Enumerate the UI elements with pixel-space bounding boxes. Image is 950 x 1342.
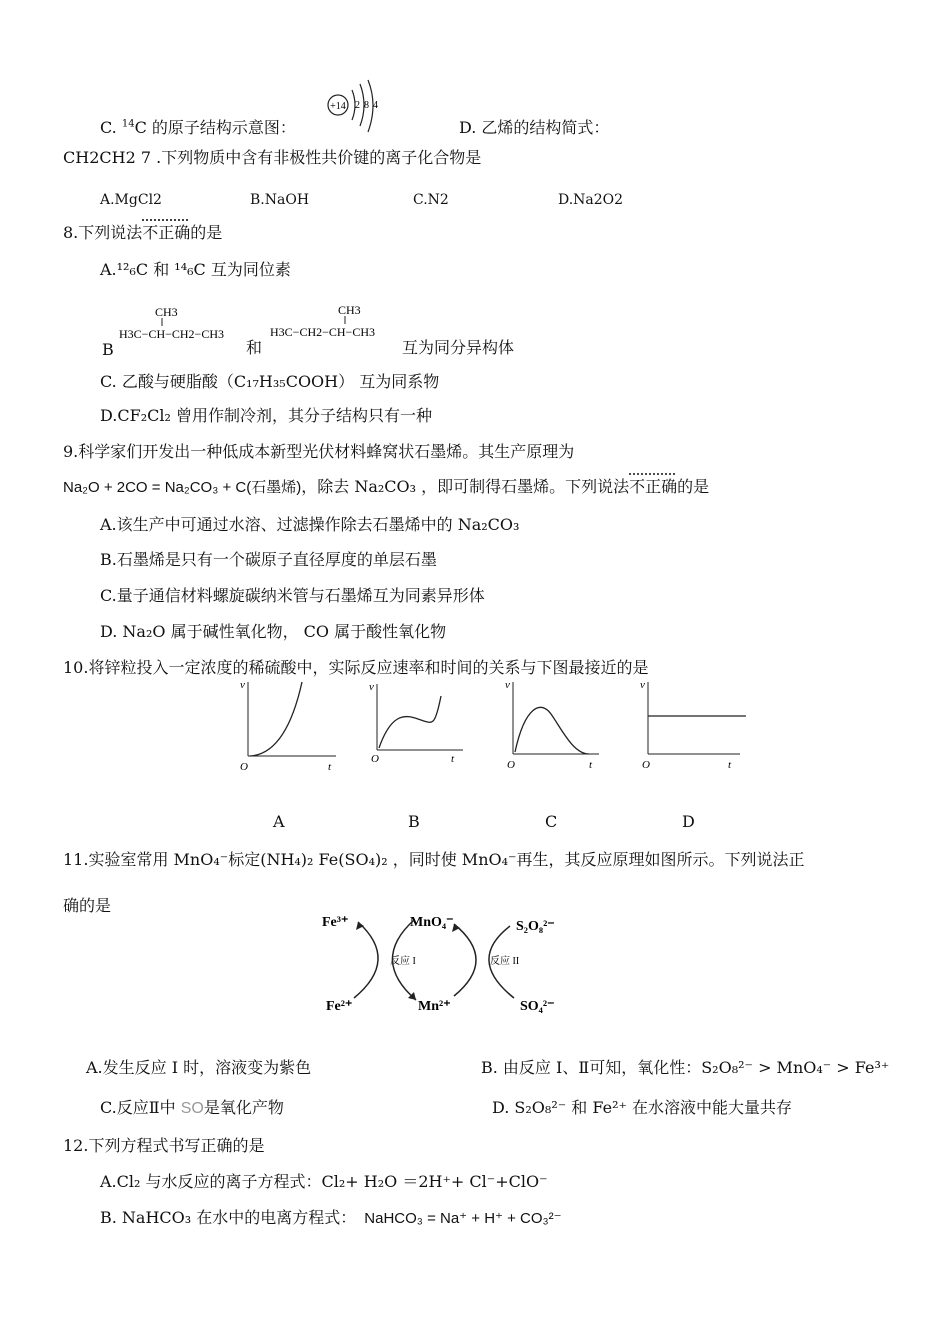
q10-label-c: C [545,812,558,831]
svg-text:O: O [371,753,379,765]
svg-text:Fe³⁺: Fe³⁺ [322,915,349,930]
svg-text:H3C−CH2−CH−CH3: H3C−CH2−CH−CH3 [270,325,375,339]
q9-equation: Na₂O + 2CO = Na₂CO₃ + C(石墨烯) [63,479,302,496]
q7-option-a: A.MgCl2 [100,192,162,208]
atom-structure-diagram [322,78,386,136]
q8-option-b-end: 互为同分异构体 [402,338,515,357]
q8-option-d: D.CF₂Cl₂ 曾用作制冷剂，其分子结构只有一种 [100,406,432,425]
q10-graph-c [501,676,605,772]
q12-option-b: B. NaHCO₃ 在水中的电离方程式： NaHCO₃ = Na⁺ + H⁺ + CO₃²⁻ [100,1208,562,1227]
svg-text:4: 4 [373,100,378,111]
q8-option-c: C. 乙酸与硬脂酸（C₁₇H₃₅COOH） 互为同系物 [100,372,440,391]
q9-option-b: B.石墨烯是只有一个碳原子直径厚度的单层石墨 [100,550,437,569]
svg-text:MnO₄⁻: MnO₄⁻ [410,915,454,930]
svg-text:CH3: CH3 [155,305,178,319]
q10-stem: 10.将锌粒投入一定浓度的稀硫酸中，实际反应速率和时间的关系与下图最接近的是 [63,658,649,677]
svg-text:t: t [328,761,332,772]
q6-option-d: D. 乙烯的结构简式： [459,118,610,137]
q8-stem: 8.下列说法不正确的是 [63,223,223,242]
q8-structure-1 [117,302,247,344]
svg-text:H3C−CH−CH2−CH3: H3C−CH−CH2−CH3 [119,327,224,341]
q11-stem-1: 11.实验室常用 MnO₄⁻标定(NH₄)₂ Fe(SO₄)₂ ，同时使 MnO₄⁻再生，其反应原理如图所示。下列说法正 [63,850,805,869]
q7-option-d: D.Na2O2 [558,192,624,208]
q11-reaction-diagram [318,906,568,1018]
q8-structure-2 [268,300,398,342]
q7-option-b: B.NaOH [250,192,310,208]
svg-text:v: v [240,679,245,691]
svg-text:SO₄²⁻: SO₄²⁻ [520,999,555,1014]
svg-text:+14: +14 [330,101,346,112]
q12-option-a: A.Cl₂ 与水反应的离子方程式：Cl₂+ H₂O ＝2H⁺+ Cl⁻+ClO⁻ [100,1172,548,1191]
svg-text:v: v [369,681,374,693]
q8-option-a: A.¹²₆C 和 ¹⁴₆C 互为同位素 [100,260,291,279]
svg-text:8: 8 [364,100,369,111]
svg-text:S₂O₈²⁻: S₂O₈²⁻ [516,919,555,934]
q8-option-b-and: 和 [246,338,263,357]
q10-label-a: A [273,812,285,831]
svg-text:O: O [642,759,650,771]
q7-stem: CH2CH2 7 .下列物质中含有非极性共价键的离子化合物是 [63,148,482,167]
svg-text:CH3: CH3 [338,303,361,317]
q8-option-b-label: B [102,340,114,359]
svg-text:反应 II: 反应 II [490,956,520,967]
svg-text:O: O [240,761,248,772]
svg-text:t: t [451,753,455,765]
q9-option-c: C.量子通信材料螺旋碳纳米管与石墨烯互为同素异形体 [100,586,485,605]
q10-label-b: B [408,812,420,831]
svg-text:t: t [728,759,732,771]
q12-option-b-equation: NaHCO₃ = Na⁺ + H⁺ + CO₃²⁻ [364,1210,562,1227]
q9-option-d: D. Na₂O 属于碱性氧化物， CO 属于酸性氧化物 [100,622,447,641]
q10-graph-a [236,676,340,772]
q11-stem-2: 确的是 [63,896,112,915]
q10-label-d: D [682,812,695,831]
q10-graph-b [365,678,469,774]
q11-option-d: D. S₂O₈²⁻ 和 Fe²⁺ 在水溶液中能大量共存 [492,1098,793,1117]
q8-emphasis: 不正确 [142,223,191,242]
q9-stem-2: Na₂O + 2CO = Na₂CO₃ + C(石墨烯)，除去 Na₂CO₃ ，即可制得石墨烯。下列说法不正确的是 [63,477,710,496]
svg-text:反应 I: 反应 I [390,956,416,967]
svg-text:Mn²⁺: Mn²⁺ [418,999,451,1014]
svg-text:v: v [505,679,510,691]
svg-text:2: 2 [355,100,360,111]
svg-text:O: O [507,759,515,771]
q10-graph-d [636,676,746,772]
q11-option-c: C.反应Ⅱ中 SO是氧化产物 [100,1098,284,1117]
svg-text:Fe²⁺: Fe²⁺ [326,999,353,1014]
q9-stem-1: 9.科学家们开发出一种低成本新型光伏材料蜂窝状石墨烯。其生产原理为 [63,442,575,461]
svg-text:v: v [640,679,645,691]
q6-option-c: C. $^{14}$C 的原子结构示意图： [100,118,296,137]
q7-option-c: C.N2 [413,192,449,208]
q11-option-b: B. 由反应 I、Ⅱ可知，氧化性：S₂O₈²⁻ > MnO₄⁻ > Fe³⁺ [481,1058,890,1077]
q9-emphasis: 不正确 [629,477,678,496]
svg-text:t: t [589,759,593,771]
q9-option-a: A.该生产中可通过水溶、过滤操作除去石墨烯中的 Na₂CO₃ [100,515,520,534]
q11-option-a: A.发生反应 Ⅰ 时，溶液变为紫色 [86,1058,312,1077]
q12-stem: 12.下列方程式书写正确的是 [63,1136,265,1155]
